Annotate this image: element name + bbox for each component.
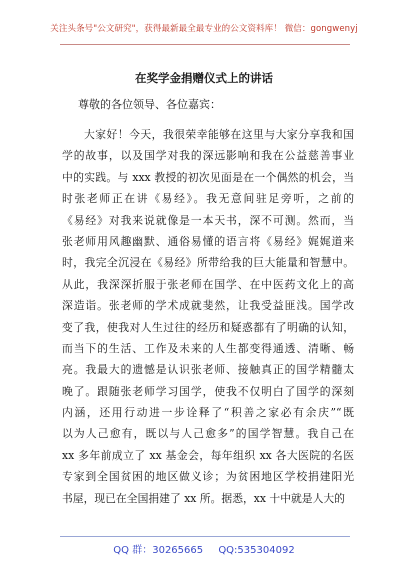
body-line: 内涵，还用行动进一步诠释了“积善之家必有余庆”“既 [62, 406, 354, 420]
body-line: 而当下的生活、工作及未来的人生都变得通透、清晰、畅 [62, 341, 354, 355]
body-line: 张老师用风趣幽默、通俗易懂的语言将《易经》娓娓道来 [62, 234, 354, 248]
body-paragraph [62, 124, 354, 509]
footer-divider [60, 536, 350, 537]
body-line: xx 多年前成立了 xx 基金会，每年组织 xx 各大医院的名医 [62, 448, 354, 462]
body-line: 专家到全国贫困的地区做义诊；为贫困地区学校捐建阳光 [62, 470, 354, 484]
body-line: 变了我，使我对人生过往的经历和疑惑都有了明确的认知， [62, 320, 354, 334]
body-line: 时张老师正在讲《易经》。我无意间驻足旁听，之前的 [62, 192, 354, 206]
body-line: 书屋，现已在全国捐建了 xx 所。据悉，xx 十中就是人大的 [62, 491, 345, 505]
body-line: 时，我完全沉浸在《易经》所带给我的巨大能量和智慧中。 [62, 256, 354, 270]
body-line: 《易经》对我来说就像是一本天书，深不可测。然而，当 [62, 213, 354, 227]
body-line: 学的故事，以及国学对我的深远影响和我在公益慈善事业 [62, 149, 354, 163]
body-line: 中的实践。与 xxx 教授的初次见面是在一个偶然的机会，当 [62, 170, 354, 184]
document-title: 在奖学金捐赠仪式上的讲话 [135, 71, 273, 85]
salutation: 尊敬的各位领导、各位嘉宾： [78, 98, 221, 111]
body-line: 深造诣。张老师的学术成就斐然，让我受益匪浅。国学改 [62, 299, 354, 313]
footer [0, 541, 408, 556]
header-divider [60, 44, 350, 45]
body-line: 亮。我最大的遗憾是认识张老师、接触真正的国学精髓太 [62, 363, 354, 377]
footer-qq-group: QQ 群：30265665 [113, 545, 204, 556]
body-line: 大家好！今天，我很荣幸能够在这里与大家分享我和国 [84, 128, 354, 141]
body-line: 晚了。跟随张老师学习国学，使我不仅明白了国学的深刻 [62, 384, 354, 398]
body-line: 从此，我深深折服于张老师在国学、在中医药文化上的高 [62, 277, 354, 291]
footer-qq: QQ:535304092 [218, 545, 295, 556]
header-banner: 关注头条号"公文研究"，获得最新最全最专业的公文资料库！ 微信：gongwenyj [50, 24, 358, 34]
body-line: 以为人己愈有，既以与人己愈多”的国学智慧。我自己在 [62, 427, 354, 441]
